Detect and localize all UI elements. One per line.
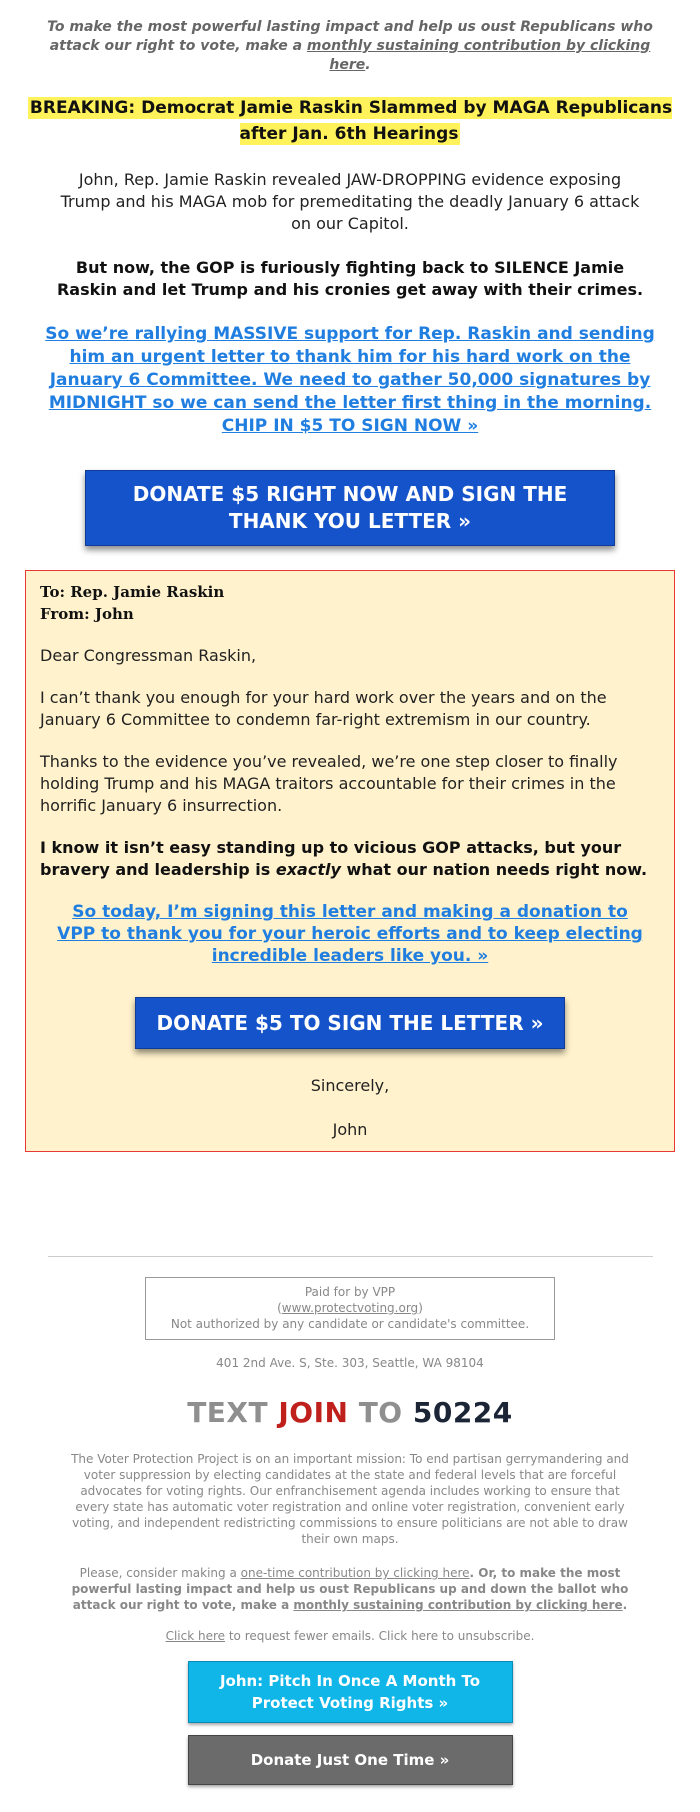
email-container [25, 0, 675, 1152]
intro-text-before: To make the most powerful lasting impact and help us oust Republicans who attack our right to vote, make a [47, 19, 653, 54]
letter-p3-emphasis: exactly [275, 860, 341, 879]
footer-divider [48, 1256, 653, 1257]
unsubscribe-text: to request fewer emails. Click here to unsubscribe. [225, 1629, 535, 1643]
letter-paragraph-1: I can’t thank you enough for your hard work over the years and on the January 6 Committee to condemn far-right extremism in our country. [40, 688, 607, 729]
letter-paragraph-3 [40, 837, 660, 881]
text-join-banner [0, 1396, 700, 1429]
one-time-contribution-link[interactable]: one-time contribution by clicking here [240, 1566, 470, 1580]
headline-text: BREAKING: Democrat Jamie Raskin Slammed by MAGA Republicans after Jan. 6th Hearings [29, 98, 673, 144]
letter-p3-part-b: what our nation needs right now. [340, 860, 648, 879]
letter-greeting: Dear Congressman Raskin, [40, 646, 257, 665]
protectvoting-link[interactable]: www.protectvoting.org [281, 1301, 419, 1315]
donate-sign-thank-you-button[interactable]: DONATE $5 RIGHT NOW AND SIGN THE THANK YOU LETTER » [85, 470, 615, 546]
email-footer [0, 1256, 700, 1785]
letter-sign-link-wrap [54, 901, 646, 967]
paid-site-line [152, 1300, 548, 1316]
letter-paragraph-2: Thanks to the evidence you’ve revealed, we’re one step closer to finally holding Trump and his MAGA traitors accountable for their crimes in the horrific January 6 insurrection. [40, 752, 618, 815]
text-join-word-1: TEXT [187, 1396, 269, 1429]
letter-signature: John [332, 1120, 368, 1139]
intro-note [45, 0, 655, 75]
footer-monthly-contribution-link[interactable]: monthly sustaining contribution by clicking here [293, 1598, 623, 1612]
donate-sign-letter-button[interactable]: DONATE $5 TO SIGN THE LETTER » [135, 997, 565, 1049]
letter-p3-part-a: I know it isn’t easy standing up to vicious GOP attacks, but your bravery and leadership is [40, 838, 622, 879]
consider-text-c: . [622, 1598, 628, 1612]
letter-from: From: John [40, 605, 134, 623]
rally-paragraph [39, 323, 661, 438]
text-join-word-2: JOIN [278, 1396, 349, 1429]
contribution-note [62, 1565, 638, 1613]
text-join-word-3: TO [358, 1396, 403, 1429]
paren-open: ( [277, 1301, 282, 1315]
mailing-address: 401 2nd Ave. S, Ste. 303, Seattle, WA 98104 [216, 1356, 484, 1370]
intro-text-after: . [365, 57, 371, 73]
fewer-emails-line [0, 1629, 700, 1643]
thank-you-letter [25, 570, 675, 1152]
gop-paragraph: But now, the GOP is furiously fighting back to SILENCE Jamie Raskin and let Trump and his cronies get away with their crimes. [56, 258, 644, 299]
consider-text-a: Please, consider making a [79, 1566, 241, 1580]
monthly-contribution-link[interactable]: monthly sustaining contribution by clicking here [306, 38, 651, 73]
paid-for-line: Paid for by VPP [304, 1285, 396, 1299]
monthly-pitch-in-button[interactable]: John: Pitch In Once A Month To Protect Voting Rights » [188, 1661, 513, 1723]
paren-close: ) [418, 1301, 423, 1315]
chip-in-link[interactable]: So we’re rallying MASSIVE support for Rep. Raskin and sending him an urgent letter to thank him for his hard work on the January 6 Committee. We need to gather 50,000 signatures by MIDNIGHT so we can send the letter first thing in the morning. CHIP IN $5 TO SIGN NOW » [45, 324, 655, 436]
letter-closing: Sincerely, [310, 1076, 390, 1095]
fewer-emails-link[interactable]: Click here [165, 1629, 226, 1643]
breaking-headline [25, 95, 675, 147]
not-authorized-line: Not authorized by any candidate or candidate's committee. [170, 1317, 530, 1331]
mission-statement: The Voter Protection Project is on an important mission: To end partisan gerrymandering and voter suppression by electing candidates at the state and federal levels that are forceful advocates for voting rights. Our enfranchisement agenda includes working to ensure that every state has automatic voter registration and online voter registration, convenient early voting, and independent redistricting commissions to ensure politicians are not able to draw their own maps. [71, 1452, 629, 1546]
intro-paragraph: John, Rep. Jamie Raskin revealed JAW-DROPPING evidence exposing Trump and his MAGA mob for premeditating the deadly January 6 attack on our Capitol. [60, 170, 640, 233]
letter-to: To: Rep. Jamie Raskin [40, 583, 225, 601]
text-join-number: 50224 [412, 1396, 513, 1429]
donate-one-time-button[interactable]: Donate Just One Time » [188, 1735, 513, 1785]
paid-for-box [145, 1277, 555, 1340]
letter-sign-link[interactable]: So today, I’m signing this letter and making a donation to VPP to thank you for your heroic efforts and to keep electing incredible leaders like you. » [57, 902, 643, 966]
consider-text-b: . Or, to make the most powerful lasting impact and help us oust Republicans up and down the ballot who attack our right to vote, make a [71, 1566, 629, 1612]
